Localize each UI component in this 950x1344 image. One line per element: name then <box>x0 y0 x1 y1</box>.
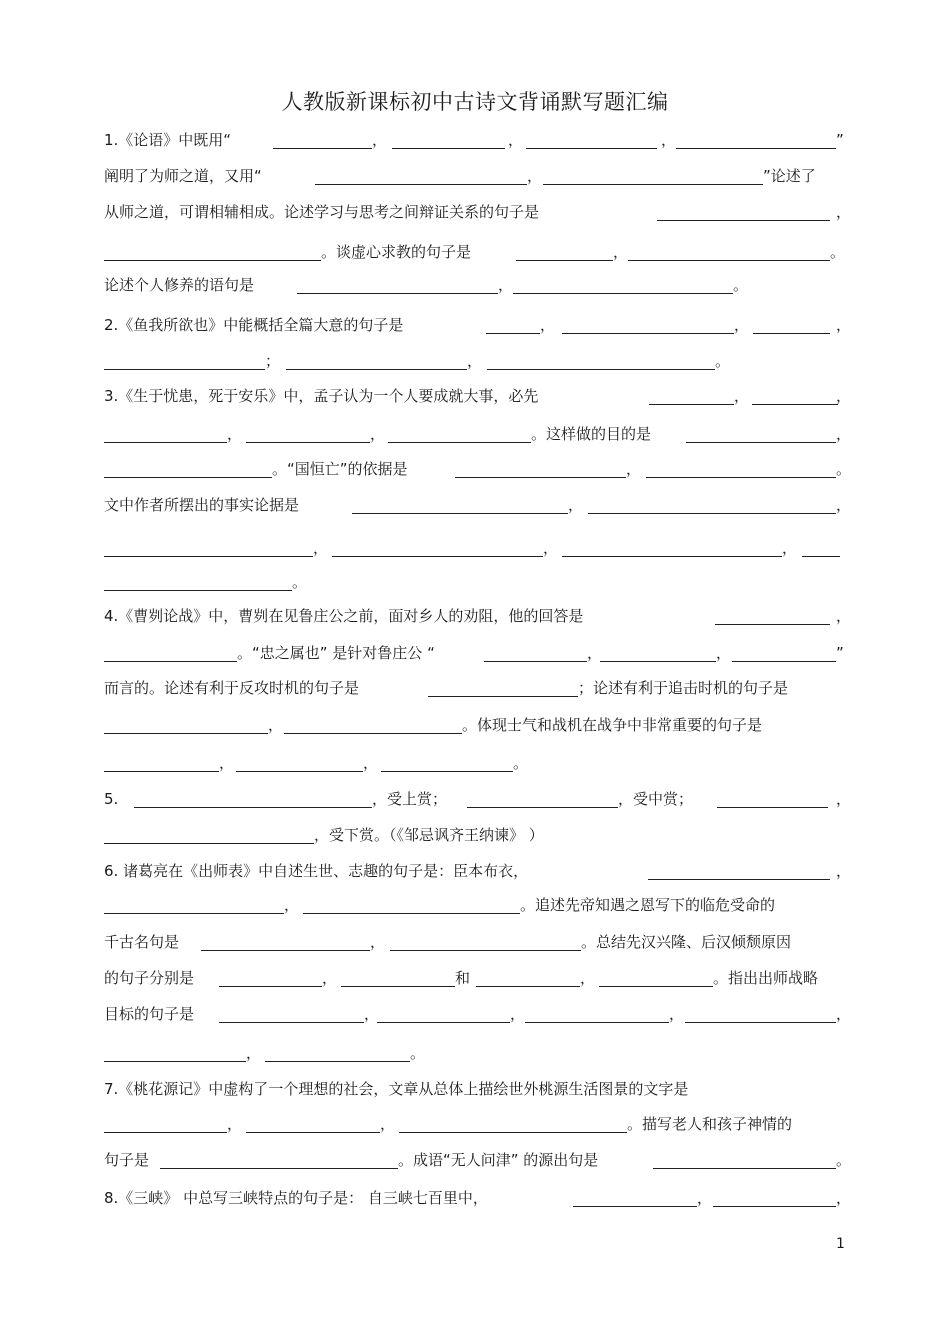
question-text: 。指出出师战略 <box>713 969 819 987</box>
answer-blank[interactable] <box>104 1132 227 1133</box>
answer-blank[interactable] <box>246 442 370 443</box>
question-text: 阐明了为师之道，又用“ <box>104 167 262 185</box>
question-text: ， <box>467 352 483 370</box>
question-text: ， <box>836 607 852 625</box>
answer-blank[interactable] <box>513 293 733 294</box>
question-text: ， <box>370 933 386 951</box>
question-text: ， <box>734 387 750 405</box>
question-text: 7.《桃花源记》中虚构了一个理想的社会，文章从总体上描绘世外桃源生活图景的文字是 <box>104 1080 689 1098</box>
question-text: ， <box>372 131 388 149</box>
question-text: ， <box>716 644 732 662</box>
question-text: 。谈虚心求教的句子是 <box>321 243 472 261</box>
answer-blank[interactable] <box>467 807 618 808</box>
answer-blank[interactable] <box>676 148 836 149</box>
answer-blank[interactable] <box>104 661 237 662</box>
answer-blank[interactable] <box>526 148 657 149</box>
answer-blank[interactable] <box>284 733 462 734</box>
question-text: 。描写老人和孩子神情的 <box>627 1115 793 1133</box>
answer-blank[interactable] <box>573 1206 697 1207</box>
question-text: ， <box>370 425 386 443</box>
question-text: 。 <box>410 1044 426 1062</box>
answer-blank[interactable] <box>104 733 268 734</box>
question-text: ， <box>313 539 329 557</box>
answer-blank[interactable] <box>392 148 505 149</box>
answer-blank[interactable] <box>104 477 272 478</box>
question-text: ， <box>697 1189 713 1207</box>
answer-blank[interactable] <box>516 260 613 261</box>
question-text: 。总结先汉兴隆、后汉倾颓原因 <box>581 933 792 951</box>
question-text: 。“国恒亡”的依据是 <box>272 460 408 478</box>
question-text: ， <box>836 862 852 880</box>
answer-blank[interactable] <box>802 556 840 557</box>
question-text: ， <box>836 316 852 334</box>
question-text: ， <box>543 539 559 557</box>
question-text: ， <box>268 716 284 734</box>
answer-blank[interactable] <box>599 986 713 987</box>
question-text: 句子是 <box>104 1151 150 1169</box>
answer-blank[interactable] <box>646 477 836 478</box>
answer-blank[interactable] <box>399 1132 627 1133</box>
answer-blank[interactable] <box>219 1022 364 1023</box>
answer-blank[interactable] <box>600 661 716 662</box>
answer-blank[interactable] <box>104 442 227 443</box>
answer-blank[interactable] <box>717 807 828 808</box>
question-text: 。 <box>836 460 852 478</box>
answer-blank[interactable] <box>649 404 734 405</box>
question-text: ， <box>508 131 524 149</box>
question-text: 。这样做的目的是 <box>531 425 652 443</box>
answer-blank[interactable] <box>201 950 370 951</box>
question-text: 。成语“无人问津” 的源出句是 <box>398 1151 599 1169</box>
answer-blank[interactable] <box>543 184 763 185</box>
question-text: 。追述先帝知遇之恩写下的临危受命的 <box>520 896 776 914</box>
question-text: ， <box>246 1044 262 1062</box>
question-text: ， <box>669 1005 685 1023</box>
question-text: ， <box>734 316 750 334</box>
question-text: 4.《曹刿论战》中，曹刿在见鲁庄公之前，面对乡人的劝阻，他的回答是 <box>104 607 584 625</box>
question-text: ， <box>836 387 852 405</box>
question-text: 。 <box>715 352 731 370</box>
answer-blank[interactable] <box>525 1022 669 1023</box>
answer-blank[interactable] <box>377 1022 510 1023</box>
answer-blank[interactable] <box>388 442 531 443</box>
question-text: 1.《论语》中既用“ <box>104 131 232 149</box>
answer-blank[interactable] <box>476 986 580 987</box>
question-text: ， <box>580 969 596 987</box>
question-text: ， <box>836 496 852 514</box>
answer-blank[interactable] <box>341 986 455 987</box>
question-text: ， <box>836 1189 852 1207</box>
page-title: 人教版新课标初中古诗文背诵默写题汇编 <box>281 90 669 114</box>
question-text: ， <box>380 1115 396 1133</box>
question-text: 6. 诸葛亮在《出师表》中自述生世、志趣的句子是：臣本布衣， <box>104 862 529 880</box>
question-text: 。体现士气和战机在战争中非常重要的句子是 <box>462 716 763 734</box>
question-text: ，受上赏； <box>372 790 448 808</box>
question-text: ”论述了 <box>763 167 816 185</box>
answer-blank[interactable] <box>286 369 467 370</box>
answer-blank[interactable] <box>628 260 830 261</box>
answer-blank[interactable] <box>653 1168 836 1169</box>
answer-blank[interactable] <box>297 293 498 294</box>
question-text: ， <box>364 1005 380 1023</box>
answer-blank[interactable] <box>562 556 782 557</box>
question-text: ， <box>626 460 642 478</box>
answer-blank[interactable] <box>390 950 581 951</box>
question-text: ， <box>613 243 629 261</box>
answer-blank[interactable] <box>487 369 715 370</box>
page-number: 1 <box>836 1236 845 1252</box>
question-text: ； <box>265 352 281 370</box>
answer-blank[interactable] <box>160 1168 398 1169</box>
question-text: 文中作者所摆出的事实论据是 <box>104 496 300 514</box>
answer-blank[interactable] <box>104 913 284 914</box>
question-text: 和 <box>455 969 471 987</box>
answer-blank[interactable] <box>732 661 836 662</box>
question-text: 。 <box>830 243 846 261</box>
answer-blank[interactable] <box>265 1061 410 1062</box>
question-text: ， <box>836 790 852 808</box>
answer-blank[interactable] <box>484 661 587 662</box>
question-text: 。“忠之属也” 是针对鲁庄公 “ <box>237 644 435 662</box>
answer-blank[interactable] <box>752 404 838 405</box>
answer-blank[interactable] <box>315 184 527 185</box>
question-text: 2.《鱼我所欲也》中能概括全篇大意的句子是 <box>104 316 404 334</box>
answer-blank[interactable] <box>657 220 830 221</box>
question-text: ， <box>568 496 584 514</box>
question-text: ， <box>661 131 677 149</box>
question-text: ， <box>284 896 300 914</box>
answer-blank[interactable] <box>104 771 219 772</box>
question-text: ， <box>527 167 543 185</box>
question-text: ” <box>836 644 844 662</box>
question-text: 。 <box>733 276 749 294</box>
question-text: ， <box>510 1005 526 1023</box>
question-text: 。 <box>836 1151 852 1169</box>
answer-blank[interactable] <box>104 556 313 557</box>
answer-blank[interactable] <box>219 986 322 987</box>
answer-blank[interactable] <box>236 771 363 772</box>
question-text: ，受中赏； <box>618 790 694 808</box>
answer-blank[interactable] <box>753 333 830 334</box>
question-text: 而言的。论述有利于反攻时机的句子是 <box>104 679 360 697</box>
answer-blank[interactable] <box>332 556 543 557</box>
answer-blank[interactable] <box>104 590 292 591</box>
question-text: ， <box>322 969 338 987</box>
question-text: 的句子分别是 <box>104 969 195 987</box>
answer-blank[interactable] <box>455 477 626 478</box>
question-text: 千古名句是 <box>104 933 180 951</box>
answer-blank[interactable] <box>713 1206 836 1207</box>
answer-blank[interactable] <box>352 513 568 514</box>
question-text: ， <box>836 425 852 443</box>
question-text: 3.《生于忧患，死于安乐》中，孟子认为一个人要成就大事，必先 <box>104 387 539 405</box>
question-text: ， <box>498 276 514 294</box>
answer-blank[interactable] <box>104 843 314 844</box>
answer-blank[interactable] <box>648 879 830 880</box>
answer-blank[interactable] <box>104 260 321 261</box>
answer-blank[interactable] <box>104 1061 246 1062</box>
question-text: ， <box>782 539 798 557</box>
question-text: ， <box>363 754 379 772</box>
answer-blank[interactable] <box>104 369 265 370</box>
answer-blank[interactable] <box>686 442 836 443</box>
question-text: ， <box>836 203 852 221</box>
answer-blank[interactable] <box>588 513 836 514</box>
answer-blank[interactable] <box>273 148 372 149</box>
answer-blank[interactable] <box>685 1022 836 1023</box>
question-text: ， <box>540 316 556 334</box>
answer-blank[interactable] <box>381 771 513 772</box>
question-text: ， <box>219 754 235 772</box>
question-text: 从师之道，可谓相辅相成。论述学习与思考之间辩证关系的句子是 <box>104 203 540 221</box>
answer-blank[interactable] <box>303 913 520 914</box>
question-text: ；论述有利于追击时机的句子是 <box>578 679 789 697</box>
answer-blank[interactable] <box>562 333 734 334</box>
question-text: ， <box>587 644 603 662</box>
question-text: ， <box>227 425 243 443</box>
question-text: ， <box>227 1115 243 1133</box>
answer-blank[interactable] <box>715 624 830 625</box>
question-text: 论述个人修养的语句是 <box>104 276 255 294</box>
question-text: 目标的句子是 <box>104 1005 195 1023</box>
question-text: 8.《三峡》 中总写三峡特点的句子是： 自三峡七百里中， <box>104 1189 488 1207</box>
answer-blank[interactable] <box>486 333 540 334</box>
question-text: ， <box>836 1005 852 1023</box>
question-text: 。 <box>513 754 529 772</box>
question-text: 5. <box>104 790 119 808</box>
question-text: ” <box>836 131 844 149</box>
answer-blank[interactable] <box>134 807 372 808</box>
question-text: 。 <box>292 573 308 591</box>
answer-blank[interactable] <box>428 696 578 697</box>
answer-blank[interactable] <box>246 1132 380 1133</box>
question-text: ，受下赏。（《邹忌讽齐王纳谏》 ） <box>314 826 544 844</box>
